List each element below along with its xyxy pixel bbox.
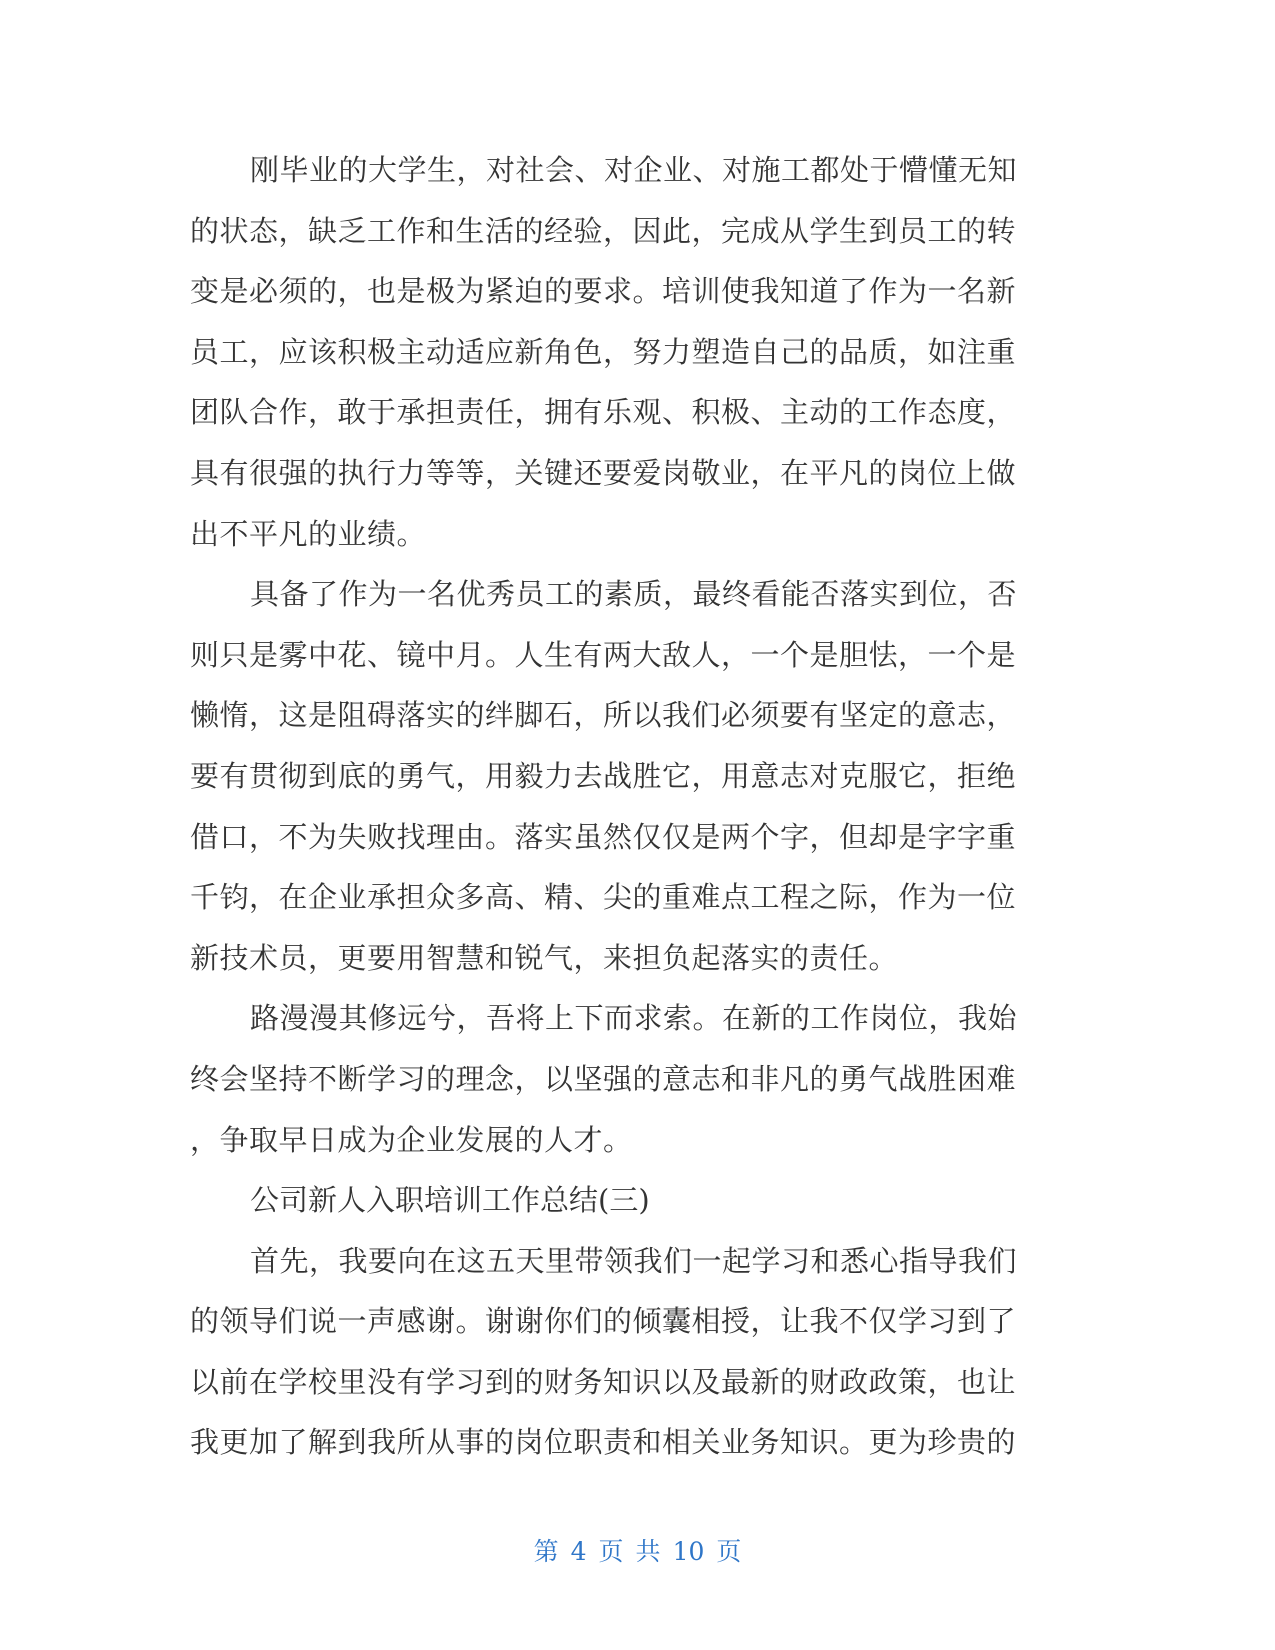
paragraph-line: 新技术员，更要用智慧和锐气，来担负起落实的责任。 [190,940,899,975]
paragraph-line: 我更加了解到我所从事的岗位职责和相关业务知识。更为珍贵的 [190,1425,1017,1460]
paragraph-line: 要有贯彻到底的勇气，用毅力去战胜它，用意志对克服它，拒绝 [190,758,1017,793]
footer-page-prefix: 第 [533,1537,559,1566]
footer-page-mid: 页 [598,1537,624,1566]
paragraph-line: 首先，我要向在这五天里带领我们一起学习和悉心指导我们 [250,1243,1018,1278]
footer-total-pages: 10 [672,1537,705,1566]
footer-total-label: 共 [635,1537,661,1566]
document-body [190,140,1070,1473]
section-heading: 公司新人入职培训工作总结(三) [250,1183,650,1218]
paragraph-line: 则只是雾中花、镜中月。人生有两大敌人，一个是胆怯，一个是 [190,637,1017,672]
paragraph-line: 以前在学校里没有学习到的财务知识以及最新的财政政策，也让 [190,1364,1017,1399]
paragraph-line: 具备了作为一名优秀员工的素质，最终看能否落实到位，否 [250,577,1018,612]
paragraph-line: 团队合作，敢于承担责任，拥有乐观、积极、主动的工作态度， [190,395,1017,430]
paragraph-line: 的领导们说一声感谢。谢谢你们的倾囊相授，让我不仅学习到了 [190,1304,1017,1339]
paragraph-line: 千钧，在企业承担众多高、精、尖的重难点工程之际，作为一位 [190,880,1017,915]
paragraph-line: 的状态，缺乏工作和生活的经验，因此，完成从学生到员工的转 [190,213,1017,248]
paragraph-line: 路漫漫其修远兮，吾将上下而求索。在新的工作岗位，我始 [250,1001,1018,1036]
paragraph-line: 出不平凡的业绩。 [190,516,427,551]
paragraph-line: 具有很强的执行力等等，关键还要爱岗敬业，在平凡的岗位上做 [190,455,1017,490]
footer-current-page: 4 [570,1537,587,1566]
paragraph-line: 借口，不为失败找理由。落实虽然仅仅是两个字，但却是字字重 [190,819,1017,854]
footer-page-suffix: 页 [716,1537,742,1566]
paragraph-line: 员工，应该积极主动适应新角色，努力塑造自己的品质，如注重 [190,334,1017,369]
paragraph-line: 刚毕业的大学生，对社会、对企业、对施工都处于懵懂无知 [250,153,1018,187]
page-footer [0,1532,1275,1568]
paragraph-line: 懒惰，这是阻碍落实的绊脚石，所以我们必须要有坚定的意志， [190,698,1017,733]
paragraph-line: 终会坚持不断学习的理念，以坚强的意志和非凡的勇气战胜困难 [190,1061,1017,1096]
paragraph-line: ，争取早日成为企业发展的人才。 [190,1122,633,1157]
paragraph-line: 变是必须的，也是极为紧迫的要求。培训使我知道了作为一名新 [190,274,1017,309]
